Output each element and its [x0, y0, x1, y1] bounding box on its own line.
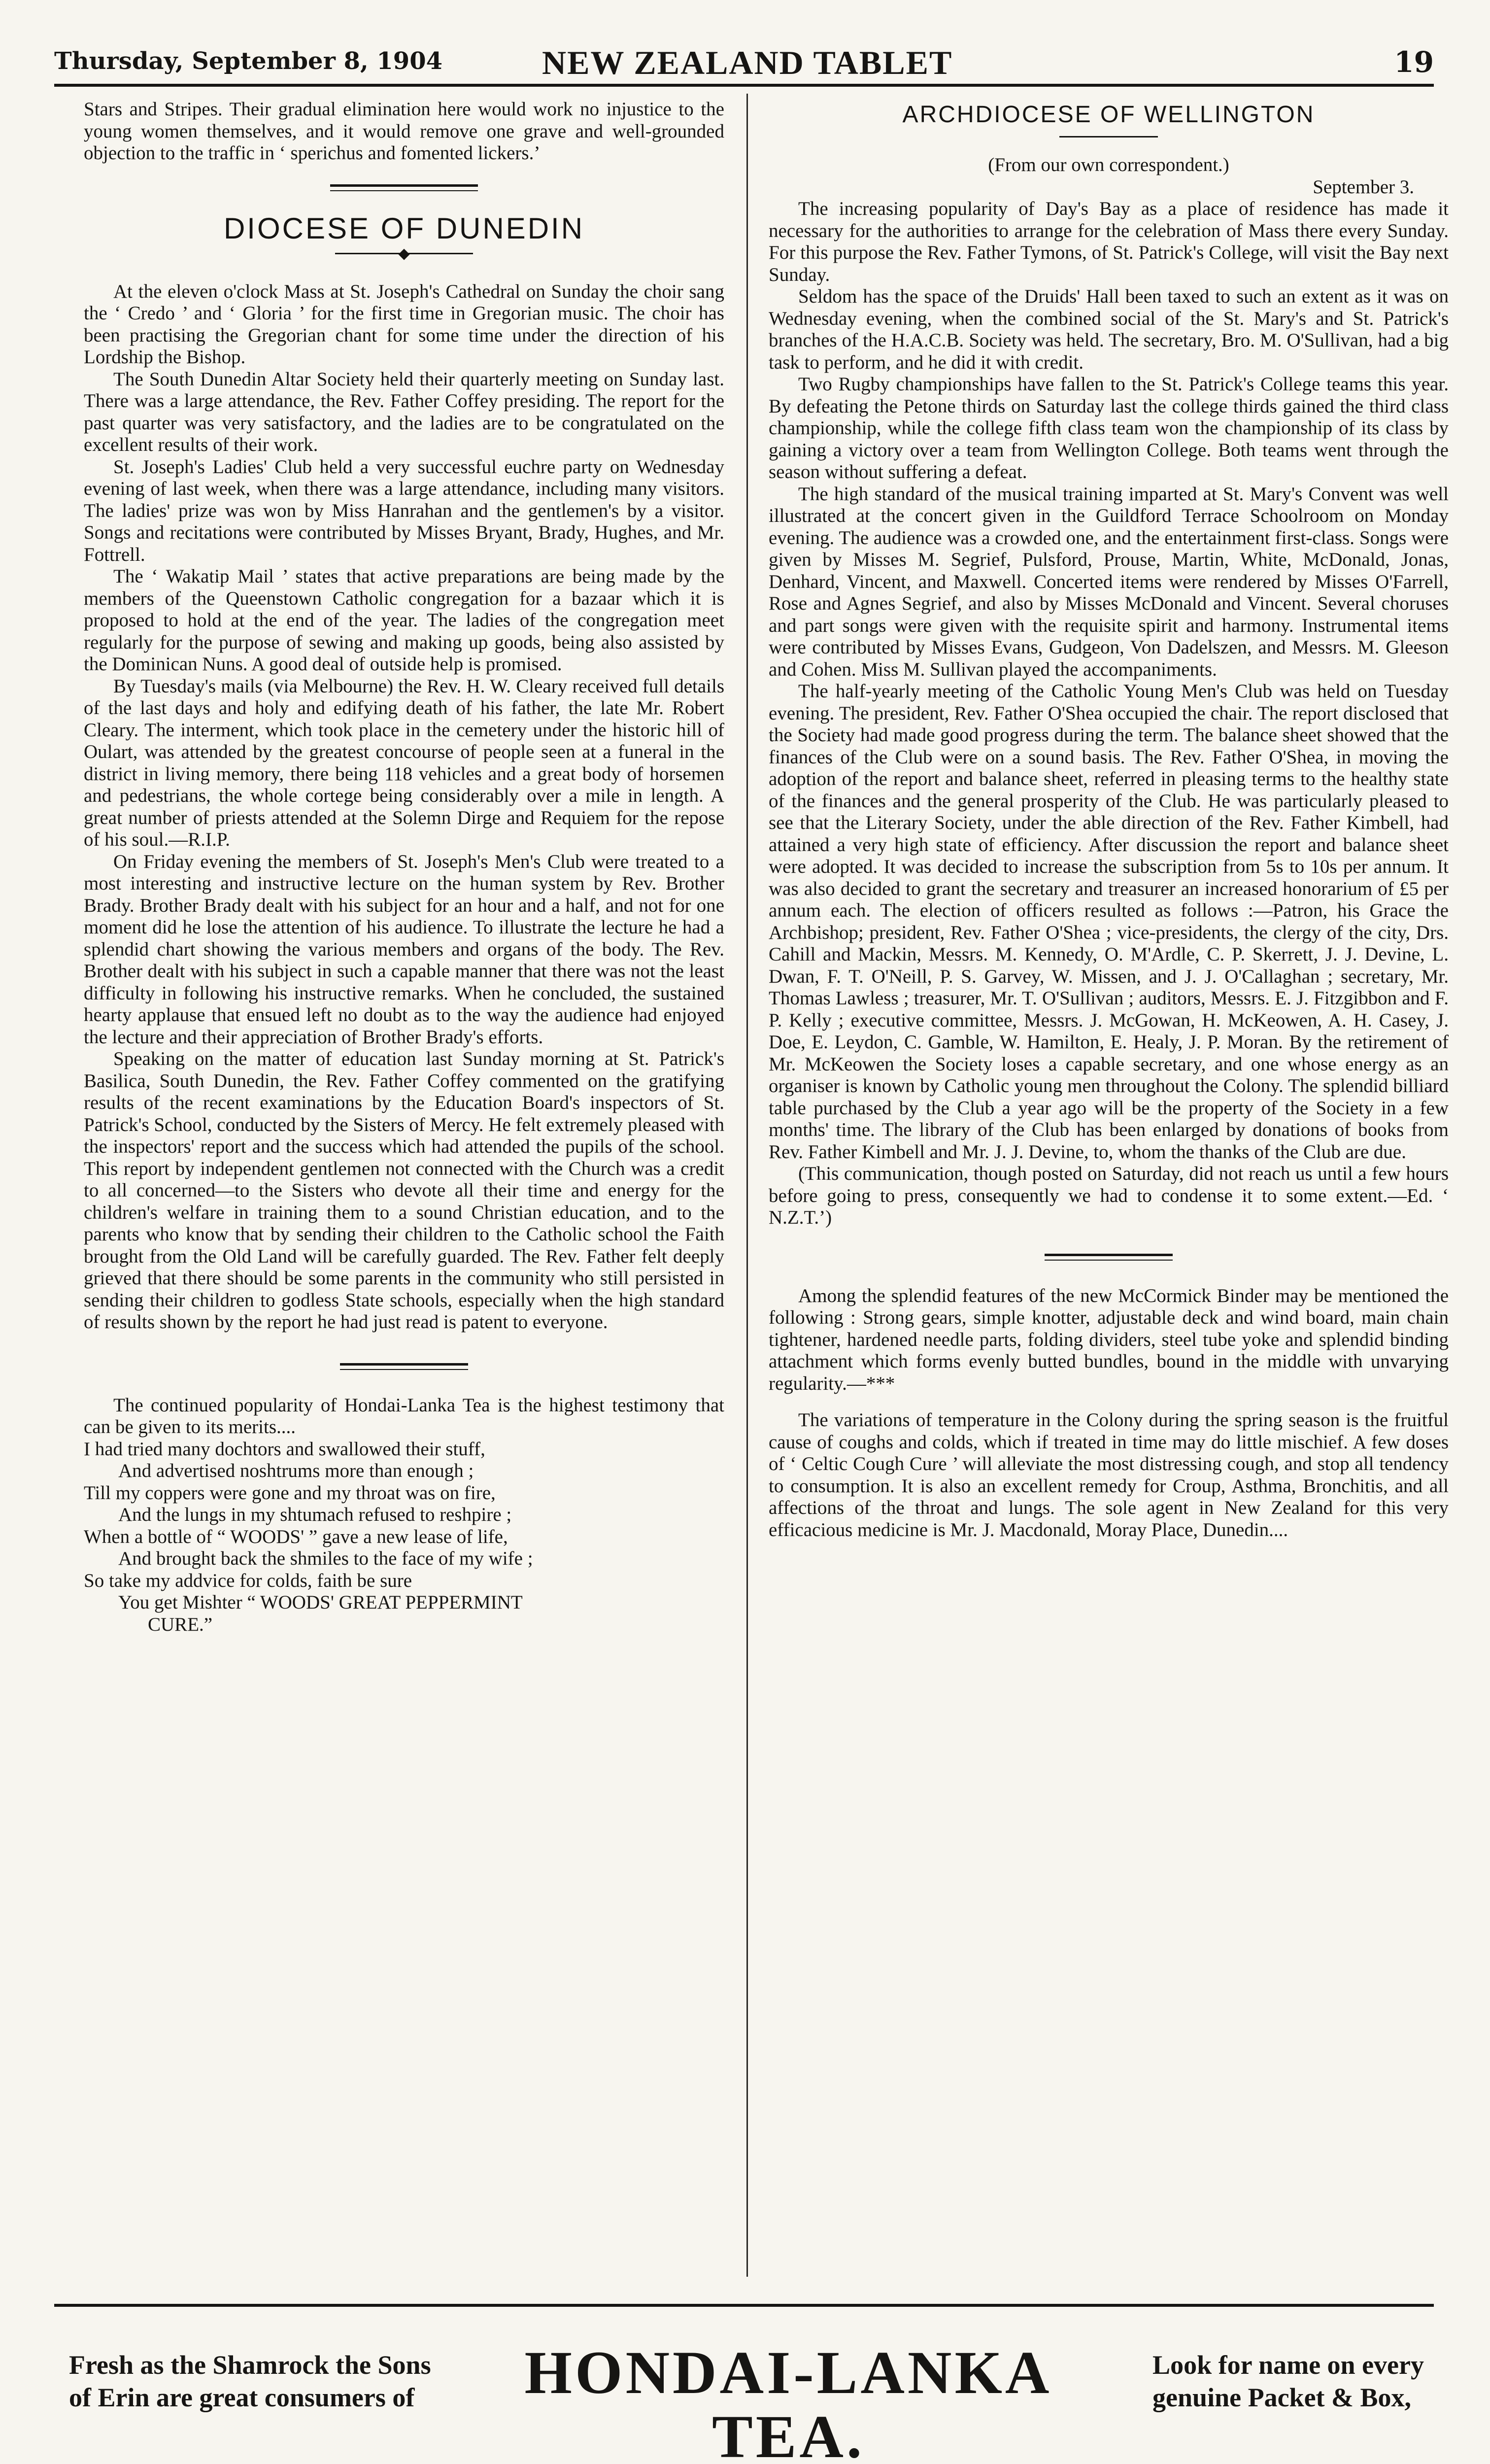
verse-line: CURE.”	[148, 1613, 213, 1635]
section-title-dunedin: DIOCESE OF DUNEDIN	[223, 211, 585, 245]
article-paragraph: The high standard of the musical training imparted at St. Mary's Convent was well illustrated at the concert given in the Guildford Terrace Schoolroom on Monday evening. The audience was a crowded one, and the entertainment first-class. Songs were given by Misses M. Segrief, Pulsford, Prouse, Martin, White, McDonald, Jonas, Denhard, Vincent, and Maxwell. Concerted items were rendered by Misses O'Farrell, Rose and Agnes Segrief, and also by Misses McDonald and Vincent. Several choruses and part songs were given with the requisite spirit and harmony. Instrumental items were contributed by Misses Evans, Gudgeon, Von Dadelszen, and Messrs. M. Gleeson and Cohen. Miss M. Sullivan played the accompaniments.	[769, 483, 1449, 680]
article-paragraph: (This communication, though posted on Saturday, did not reach us until a few hours before going to press, consequently we had to condense it to some extent.—Ed. ‘ N.Z.T.’)	[769, 1163, 1449, 1228]
verse-line: Till my coppers were gone and my throat was on fire,	[84, 1482, 496, 1504]
article-paragraph: The half-yearly meeting of the Catholic Young Men's Club was held on Tuesday evening. The president, Rev. Father O'Shea occupied the chair. The report disclosed that the Society had made good progress during the term. The balance sheet showed that the finances of the Club were on a sound basis. The Rev. Father O'Shea, in moving the adoption of the report and balance sheet, referred in pleasing terms to the healthy state of the finances and the general prosperity of the Club. He was particularly pleased to see that the Literary Society, under the able direction of the Rev. Father Kimbell, had attained a very high state of efficiency. After discussion the report and balance sheet were adopted. It was decided to increase the subscription from 5s to 10s per annum. It was also decided to grant the secretary and treasurer an increased honorarium of £5 per annum each. The election of officers resulted as follows :—Patron, his Grace the Archbishop; president, Rev. Father O'Shea ; vice-presidents, the clergy of the city, Drs. Cahill and Mackin, Messrs. M. Kennedy, O. M'Ardle, C. P. Skerrett, J. J. Devine, L. Dwan, F. T. O'Neill, P. S. Garvey, W. Missen, and J. J. O'Callaghan ; secretary, Mr. Thomas Lawless ; treasurer, Mr. T. O'Sullivan ; auditors, Messrs. E. J. Fitzgibbon and F. P. Kelly ; executive committee, Messrs. J. McGowan, H. McKeowen, A. H. Casey, J. Doe, E. Leydon, C. Gamble, W. Hamilton, E. Healy, J. P. Moran. By the retirement of Mr. McKeowen the Society loses a capable secretary, and one whose energy as an organiser is known by Catholic young men throughout the Colony. The splendid billiard table purchased by the Club a year ago will be the property of the Society in a few months' time. The library of the Club has been enlarged by donations of books from Rev. Father Kimbell and Mr. J. J. Devine, to, whom the thanks of the Club are due.	[769, 681, 1449, 1163]
dunedin-articles	[84, 281, 724, 1334]
article-paragraph: By Tuesday's mails (via Melbourne) the Rev. H. W. Cleary received full details of the last days and holy and edifying death of his father, the late Mr. Robert Cleary. The interment, which took place in the cemetery under the historic hill of Oulart, was attended by the greatest concourse of people seen at a funeral in the district in living memory, there being 118 vehicles and a great body of horsemen and pedestrians, the whole cortege being considerably over a mile in length. A great number of priests attended at the Solemn Dirge and Requiem for the repose of his soul.—R.I.P.	[84, 675, 724, 850]
masthead-title: NEW ZEALAND TABLET	[542, 44, 953, 81]
title-underline	[1059, 136, 1158, 137]
verse-line: When a bottle of “ WOODS' ” gave a new lease of life,	[84, 1526, 508, 1547]
footer-advert	[54, 2339, 1434, 2464]
verse-line: So take my addvice for colds, faith be sure	[84, 1570, 412, 1591]
intro-paragraph: Stars and Stripes. Their gradual elimination here would work no injustice to the young women themselves, and it would remove one grave and well-grounded objection to the traffic in ‘ sperichus and fomented lickers.’	[84, 99, 724, 164]
header-rule	[54, 84, 1434, 87]
article-paragraph: Seldom has the space of the Druids' Hall been taxed to such an extent as it was on Wednesday evening, when the combined social of the St. Mary's and St. Patrick's branches of the H.A.C.B. Society was held. The secretary, Bro. M. O'Sullivan, had a big task to perform, and he did it with credit.	[769, 286, 1449, 373]
footer-left-text	[69, 2349, 431, 2414]
article-paragraph: The South Dunedin Altar Society held their quarterly meeting on Sunday last. There was a large attendance, the Rev. Father Coffey presiding. The report for the past quarter was very satisfactory, and the ladies are to be congratulated on the excellent results of their work.	[84, 368, 724, 455]
brand-name: HONDAI-LANKA TEA.	[524, 2339, 1052, 2464]
article-paragraph: Two Rugby championships have fallen to the St. Patrick's College teams this year. By defeating the Petone thirds on Saturday last the college thirds gained the third class championship, while the college fifth class team won the championship of its class by gaining a victory over a team from Wellington College. Both teams went through the season without suffering a defeat.	[769, 374, 1449, 482]
header-date: Thursday, September 8, 1904	[54, 47, 442, 75]
section-separator	[340, 1363, 468, 1370]
footer-rule	[54, 2304, 1434, 2307]
advert-verse	[84, 1438, 724, 1636]
article-paragraph: At the eleven o'clock Mass at St. Joseph's Cathedral on Sunday the choir sang the ‘ Credo ’ and ‘ Gloria ’ for the first time in Gregorian music. The choir has been practising the Gregorian chant for some time under the direction of his Lordship the Bishop.	[84, 280, 724, 368]
wellington-articles	[769, 198, 1449, 1229]
verse-line: I had tried many dochtors and swallowed their stuff,	[84, 1438, 485, 1460]
page-header	[54, 43, 1434, 83]
article-paragraph: The increasing popularity of Day's Bay as a place of residence has made it necessary for the authorities to arrange for the celebration of Mass there every Sunday. For this purpose the Rev. Father Tymons, of St. Patrick's College, will visit the Bay next Sunday.	[769, 198, 1449, 285]
footer-right-line: Look for name on every	[1152, 2350, 1424, 2380]
left-column	[84, 99, 724, 1636]
binder-paragraph: Among the splendid features of the new McCormick Binder may be mentioned the following : Strong gears, simple knotter, adjustable deck and wind board, main chain tightener, hardened needle parts, folding dividers, steel tube yoke and splendid binding attachment which forms evenly butted bundles, bound in the middle with unvarying regularity.—***	[769, 1285, 1449, 1394]
byline: (From our own correspondent.)	[988, 154, 1229, 175]
verse-line: And advertised noshtrums more than enough ;	[118, 1460, 474, 1481]
cough-paragraph: The variations of temperature in the Colony during the spring season is the fruitful cause of coughs and colds, which if treated in time may do little mischief. A few doses of ‘ Celtic Cough Cure ’ will alleviate the most distressing cough, and stop all tendency to consumption. It is also an excellent remedy for Croup, Asthma, Bronchitis, and all affections of the throat and lungs. The sole agent in New Zealand for this very efficacious medicine is Mr. J. Macdonald, Moray Place, Dunedin....	[769, 1409, 1449, 1540]
page-number: 19	[1394, 45, 1434, 79]
dateline: September 3.	[1313, 176, 1414, 198]
right-column	[769, 99, 1449, 1541]
footer-right-text	[1152, 2349, 1424, 2414]
tea-intro: The continued popularity of Hondai-Lanka Tea is the highest testimony that can be given to its merits....	[84, 1394, 724, 1437]
verse-line: You get Mishter “ WOODS' GREAT PEPPERMINT	[118, 1592, 523, 1613]
footer-left-line: of Erin are great consumers of	[69, 2383, 415, 2412]
section-title-wellington: ARCHDIOCESE OF WELLINGTON	[902, 102, 1315, 128]
footer-brand	[453, 2341, 1123, 2464]
article-paragraph: Speaking on the matter of education last Sunday morning at St. Patrick's Basilica, South Dunedin, the Rev. Father Coffey commented on the gratifying results of the recent examinations by the Education Board's inspectors of St. Patrick's School, conducted by the Sisters of Mercy. He felt extremely pleased with the inspectors' report and the success which had attended the pupils of the school. This report by independent gentlemen not connected with the Church was a credit to all concerned—to the Sisters who devote all their time and energy for the children's welfare in training them to a sound Christian education, and to the parents who know that by sending their children to the Catholic school the Faith brought from the Old Land will be carefully guarded. The Rev. Father felt deeply grieved that there should be some parents in the community who still persisted in sending their children to godless State schools, especially when the high standard of results shown by the report he had just read is patent to everyone.	[84, 1048, 724, 1333]
article-paragraph: St. Joseph's Ladies' Club held a very successful euchre party on Wednesday evening of last week, when there was a large attendance, including many visitors. The ladies' prize was won by Miss Hanrahan and the gentlemen's by a visitor. Songs and recitations were contributed by Misses Bryant, Brady, Hughes, and Mr. Fottrell.	[84, 456, 724, 565]
section-separator	[1045, 1254, 1173, 1261]
section-separator	[330, 184, 478, 191]
footer-left-line: Fresh as the Shamrock the Sons	[69, 2350, 431, 2380]
ornament-rule: ◆	[335, 246, 473, 261]
verse-line: And brought back the shmiles to the face of my wife ;	[118, 1548, 533, 1569]
article-paragraph: The ‘ Wakatip Mail ’ states that active preparations are being made by the members of the Queenstown Catholic congregation for a bazaar which it is proposed to hold at the end of the year. The ladies of the congregation meet regularly for the purpose of sewing and making up goods, being also assisted by the Dominican Nuns. A good deal of outside help is promised.	[84, 566, 724, 675]
article-paragraph: On Friday evening the members of St. Joseph's Men's Club were treated to a most interesting and instructive lecture on the human system by Rev. Brother Brady. Brother Brady dealt with his subject for an hour and a half, and not for one moment did he lose the attention of his audience. To illustrate the lecture he had a splendid chart showing the various members and organs of the body. The Rev. Brother dealt with his subject in such a capable manner that there was not the least difficulty in following his instructive remarks. When he concluded, the sustained hearty applause that ensued left no doubt as to the way the audience had enjoyed the lecture and their appreciation of Brother Brady's efforts.	[84, 851, 724, 1048]
verse-line: And the lungs in my shtumach refused to reshpire ;	[118, 1504, 512, 1525]
footer-right-line: genuine Packet & Box,	[1152, 2383, 1412, 2412]
column-divider	[746, 94, 748, 2277]
